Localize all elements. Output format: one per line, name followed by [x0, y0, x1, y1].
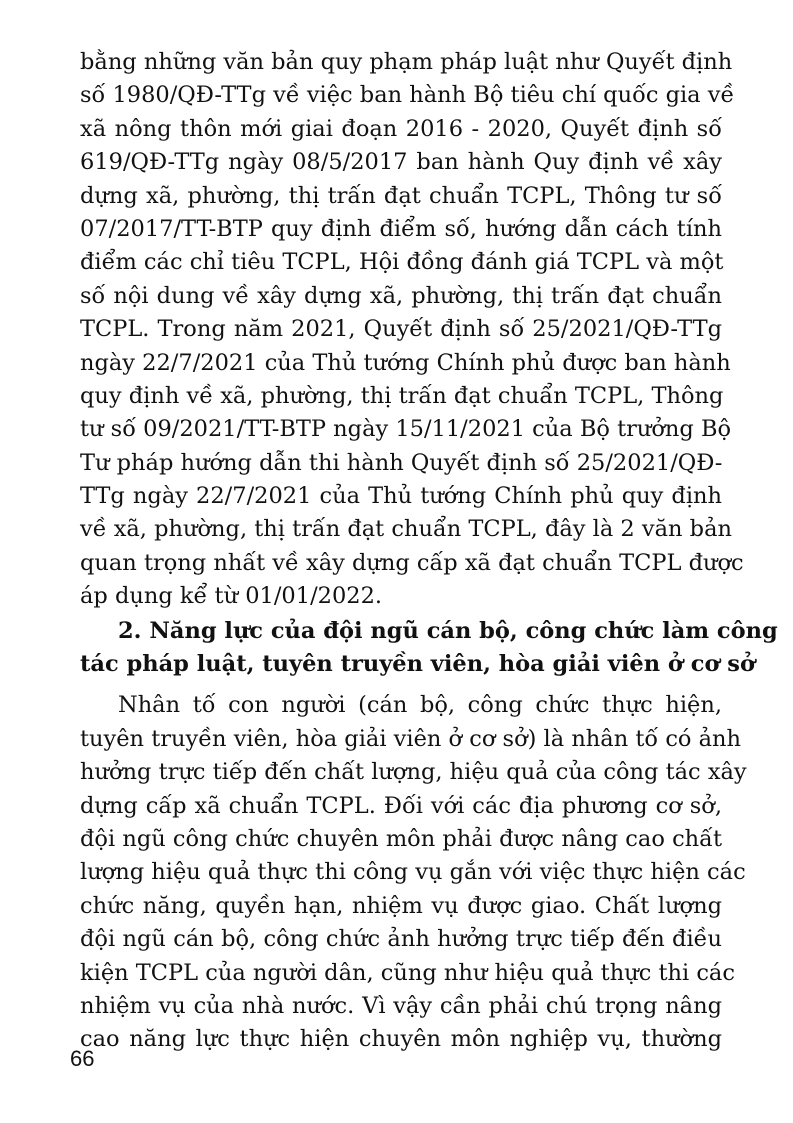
text-line: kiện TCPL của người dân, cũng như hiệu quả thực thi các [80, 959, 735, 986]
text-line: quy định về xã, phường, thị trấn đạt chuẩn TCPL, Thông [80, 382, 724, 409]
paragraph-1 [80, 46, 744, 614]
text-line: số nội dung về xây dựng xã, phường, thị trấn đạt chuẩn [80, 282, 722, 309]
text-line: nhiệm vụ của nhà nước. Vì vậy cần phải chú trọng nâng [80, 992, 722, 1019]
text-line: dựng cấp xã chuẩn TCPL. Đối với các địa phương cơ sở, [80, 792, 722, 819]
text-line: tư số 09/2021/TT-BTP ngày 15/11/2021 của Bộ trưởng Bộ [80, 416, 732, 443]
paragraph-2 [80, 689, 747, 1056]
text-line: 07/2017/TT-BTP quy định điểm số, hướng dẫn cách tính [80, 215, 722, 242]
text-line: điểm các chỉ tiêu TCPL, Hội đồng đánh giá TCPL và một [80, 249, 724, 276]
text-line: tác pháp luật, tuyên truyền viên, hòa giải viên ở cơ sở [80, 651, 755, 678]
text-line: áp dụng kể từ 01/01/2022. [80, 583, 383, 610]
text-line: về xã, phường, thị trấn đạt chuẩn TCPL, đây là 2 văn bản [80, 516, 732, 543]
page-body [80, 46, 778, 1057]
text-line: Tư pháp hướng dẫn thi hành Quyết định số 25/2021/QĐ- [80, 449, 723, 476]
text-line: quan trọng nhất về xây dựng cấp xã đạt chuẩn TCPL được [80, 549, 744, 576]
text-line: tuyên truyền viên, hòa giải viên ở cơ sở) là nhân tố có ảnh [80, 725, 742, 752]
text-line: đội ngũ cán bộ, công chức ảnh hưởng trực tiếp đến điều [80, 926, 722, 953]
text-line: ngày 22/7/2021 của Thủ tướng Chính phủ được ban hành [80, 349, 731, 376]
text-line: 619/QĐ-TTg ngày 08/5/2017 ban hành Quy định về xây [80, 149, 722, 176]
text-line: xã nông thôn mới giai đoạn 2016 - 2020, Quyết định số [80, 115, 722, 142]
page-number: 66 [70, 1046, 95, 1071]
text-line: cao năng lực thực hiện chuyên môn nghiệp vụ, thường [80, 1026, 722, 1053]
text-line: lượng hiệu quả thực thi công vụ gắn với việc thực hiện các [80, 859, 746, 886]
text-line: số 1980/QĐ-TTg về việc ban hành Bộ tiêu chí quốc gia về [80, 82, 735, 109]
text-line: hưởng trực tiếp đến chất lượng, hiệu quả của công tác xây [80, 759, 747, 786]
text-line: bằng những văn bản quy phạm pháp luật như Quyết định [80, 49, 733, 75]
text-line: 2. Năng lực của đội ngũ cán bộ, công chức làm công [118, 617, 778, 644]
text-line: TTg ngày 22/7/2021 của Thủ tướng Chính phủ quy định [80, 483, 722, 510]
text-line: TCPL. Trong năm 2021, Quyết định số 25/2021/QĐ-TTg [80, 316, 722, 343]
section-heading [80, 615, 778, 682]
text-line: Nhân tố con người (cán bộ, công chức thực hiện, [118, 692, 722, 719]
text-line: chức năng, quyền hạn, nhiệm vụ được giao. Chất lượng [80, 892, 722, 919]
text-line: đội ngũ công chức chuyên môn phải được nâng cao chất [80, 825, 722, 852]
text-line: dựng xã, phường, thị trấn đạt chuẩn TCPL, Thông tư số [80, 182, 722, 209]
